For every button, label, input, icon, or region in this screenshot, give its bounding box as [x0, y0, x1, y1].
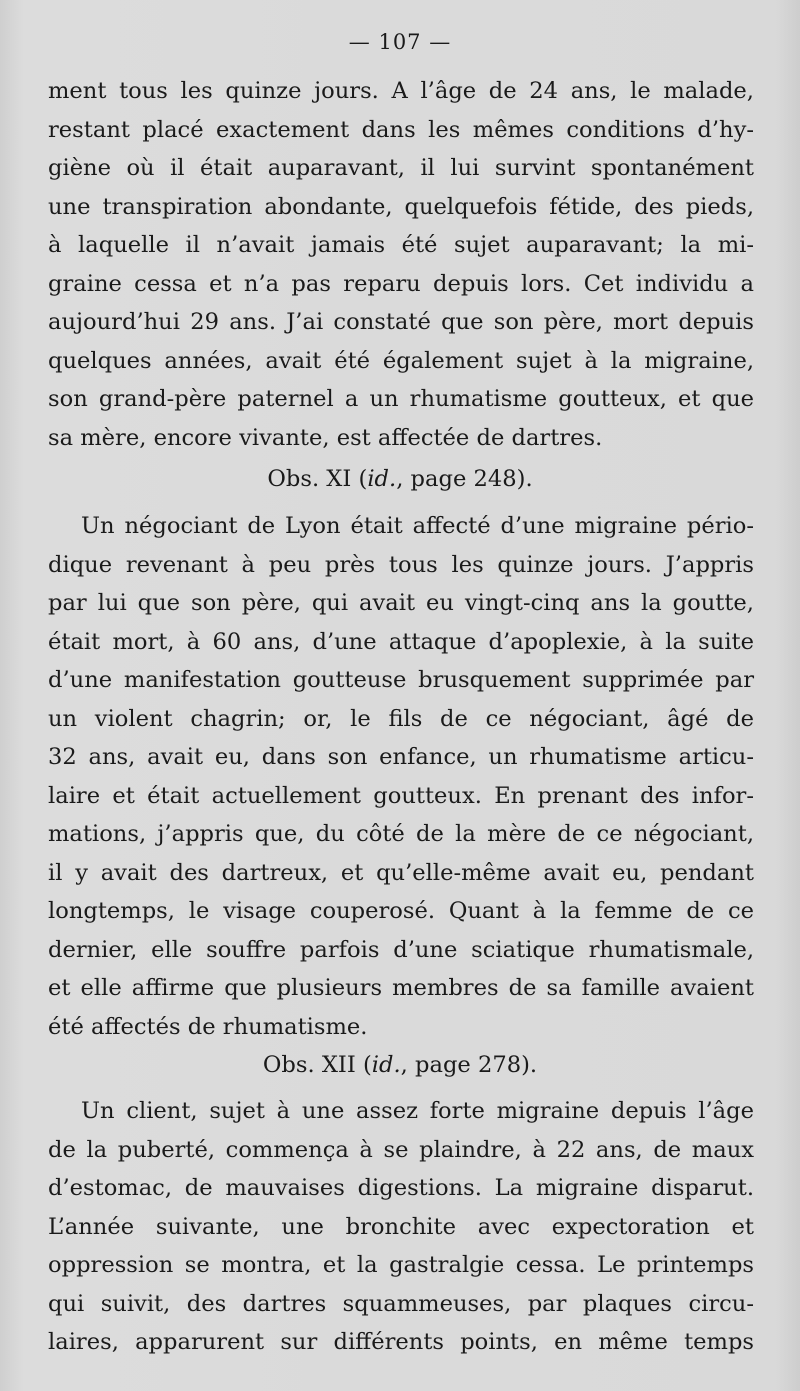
text-line: aujourd’hui 29 ans. J’ai constaté que son père, mort depuis [48, 309, 754, 335]
text-line: d’une manifestation goutteuse brusquement supprimée par [48, 667, 754, 693]
text-line: laires, apparurent sur différents points, en même temps [48, 1329, 754, 1355]
heading-suffix: , page 248). [396, 466, 533, 492]
page-number: — 107 — [348, 30, 452, 54]
text-line: ment tous les quinze jours. A l’âge de 24 ans, le malade, [48, 78, 754, 104]
text-line: il y avait des dartreux, et qu’elle-même avait eu, pendant [48, 859, 754, 886]
text-line: quelques années, avait été également sujet à la migraine, [48, 347, 754, 374]
text-line: sa mère, encore vivante, est affectée de dartres. [48, 424, 603, 451]
text-line: un violent chagrin; or, le fils de ce négociant, âgé de [48, 705, 754, 732]
text-line: giène où il était auparavant, il lui survint spontanément [48, 155, 754, 181]
text-line: été affectés de rhumatisme. [48, 1013, 368, 1040]
text-line: était mort, à 60 ans, d’une attaque d’apoplexie, à la suite [48, 628, 754, 655]
text-line: 32 ans, avait eu, dans son enfance, un rhumatisme articu- [48, 744, 754, 770]
heading-prefix: Obs. XI ( [267, 466, 368, 492]
text-line: laire et était actuellement goutteux. En prenant des infor- [48, 782, 754, 809]
text-line: de la puberté, commença à se plaindre, à 22 ans, de maux [48, 1136, 754, 1163]
text-line: et elle affirme que plusieurs membres de sa famille avaient [48, 975, 754, 1001]
heading-suffix: , page 278). [400, 1052, 538, 1078]
text-line: dique revenant à peu près tous les quinze jours. J’appris [48, 551, 754, 578]
text-line: Un négociant de Lyon était affecté d’une migraine pério- [81, 513, 754, 539]
heading-prefix: Obs. XII ( [262, 1052, 372, 1078]
text-line: Un client, sujet à une assez forte migraine depuis l’âge [81, 1098, 754, 1124]
heading-italic: id. [371, 1052, 401, 1078]
paragraph-observation-xi [48, 507, 754, 1046]
text-line: par lui que son père, qui avait eu vingt-cinq ans la goutte, [48, 590, 754, 616]
text-line: L’année suivante, une bronchite avec expectoration et [48, 1213, 754, 1240]
text-line: à laquelle il n’avait jamais été sujet auparavant; la mi- [48, 232, 754, 258]
text-line: longtemps, le visage couperosé. Quant à la femme de ce [48, 898, 754, 924]
observation-heading-xi [0, 460, 800, 498]
paragraph-continuation [48, 72, 754, 457]
text-line: mations, j’appris que, du côté de la mère de ce négociant, [48, 821, 754, 847]
text-line: dernier, elle souffre parfois d’une sciatique rhumatismale, [48, 936, 754, 963]
text-line: graine cessa et n’a pas reparu depuis lors. Cet individu a [48, 270, 754, 297]
heading-italic: id. [367, 466, 397, 492]
text-line: une transpiration abondante, quelquefois fétide, des pieds, [48, 193, 754, 220]
text-line: oppression se montra, et la gastralgie cessa. Le printemps [48, 1252, 754, 1278]
text-line: son grand-père paternel a un rhumatisme goutteux, et que [48, 386, 754, 412]
text-line: d’estomac, de mauvaises digestions. La migraine disparut. [48, 1175, 754, 1201]
text-line: restant placé exactement dans les mêmes conditions d’hy- [48, 116, 754, 143]
text-line: qui suivit, des dartres squammeuses, par plaques circu- [48, 1290, 754, 1317]
paragraph-observation-xii [48, 1092, 754, 1362]
observation-heading-xii [0, 1046, 800, 1084]
